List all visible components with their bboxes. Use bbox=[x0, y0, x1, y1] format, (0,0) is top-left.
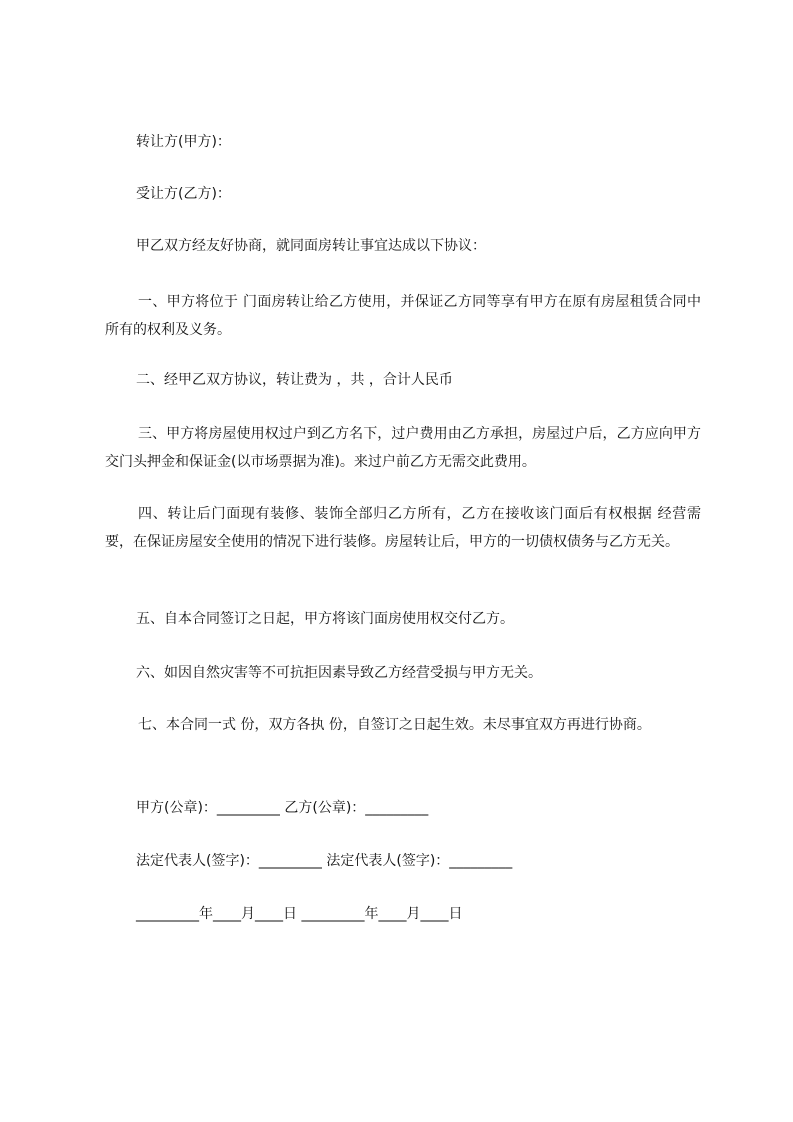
clause-7: 七、本合同一式 份，双方各执 份，自签订之日起生效。未尽事宜双方再进行协商。 bbox=[138, 717, 651, 733]
clause-5: 五、自本合同签订之日起，甲方将该门面房使用权交付乙方。 bbox=[136, 611, 514, 627]
clause-4: 四、转让后门面现有装修、装饰全部归乙方所有，乙方在接收该门面后有权根据 经营需要，在保证房屋安全使用的情况下进行装修。房屋转让后，甲方的一切债权债务与乙方无关。 bbox=[105, 506, 701, 550]
representative-line: 法定代表人(签字)：_________ 法定代表人(签字)：_________ bbox=[136, 853, 513, 869]
date-line: _________年____月____日 _________年____月____日 bbox=[136, 906, 463, 922]
transferor-line: 转让方(甲方)： bbox=[136, 134, 231, 150]
clause-3: 三、甲方将房屋使用权过户到乙方名下，过户费用由乙方承担，房屋过户后，乙方应向甲方交门头押金和保证金(以市场票据为准)。来过户前乙方无需交此费用。 bbox=[105, 426, 701, 470]
clause-6: 六、如因自然灾害等不可抗拒因素导致乙方经营受损与甲方无关。 bbox=[136, 665, 542, 681]
clause-2: 二、经甲乙双方协议，转让费为 ，共 ，合计人民币 bbox=[136, 372, 453, 388]
intro-line: 甲乙双方经友好协商，就同面房转让事宜达成以下协议： bbox=[136, 238, 486, 254]
transferee-line: 受让方(乙方)： bbox=[136, 186, 231, 202]
seal-line: 甲方(公章)：_________ 乙方(公章)：_________ bbox=[136, 800, 429, 816]
clause-1: 一、甲方将位于 门面房转让给乙方使用，并保证乙方同等享有甲方在原有房屋租赁合同中所有的权利及义务。 bbox=[105, 294, 701, 338]
